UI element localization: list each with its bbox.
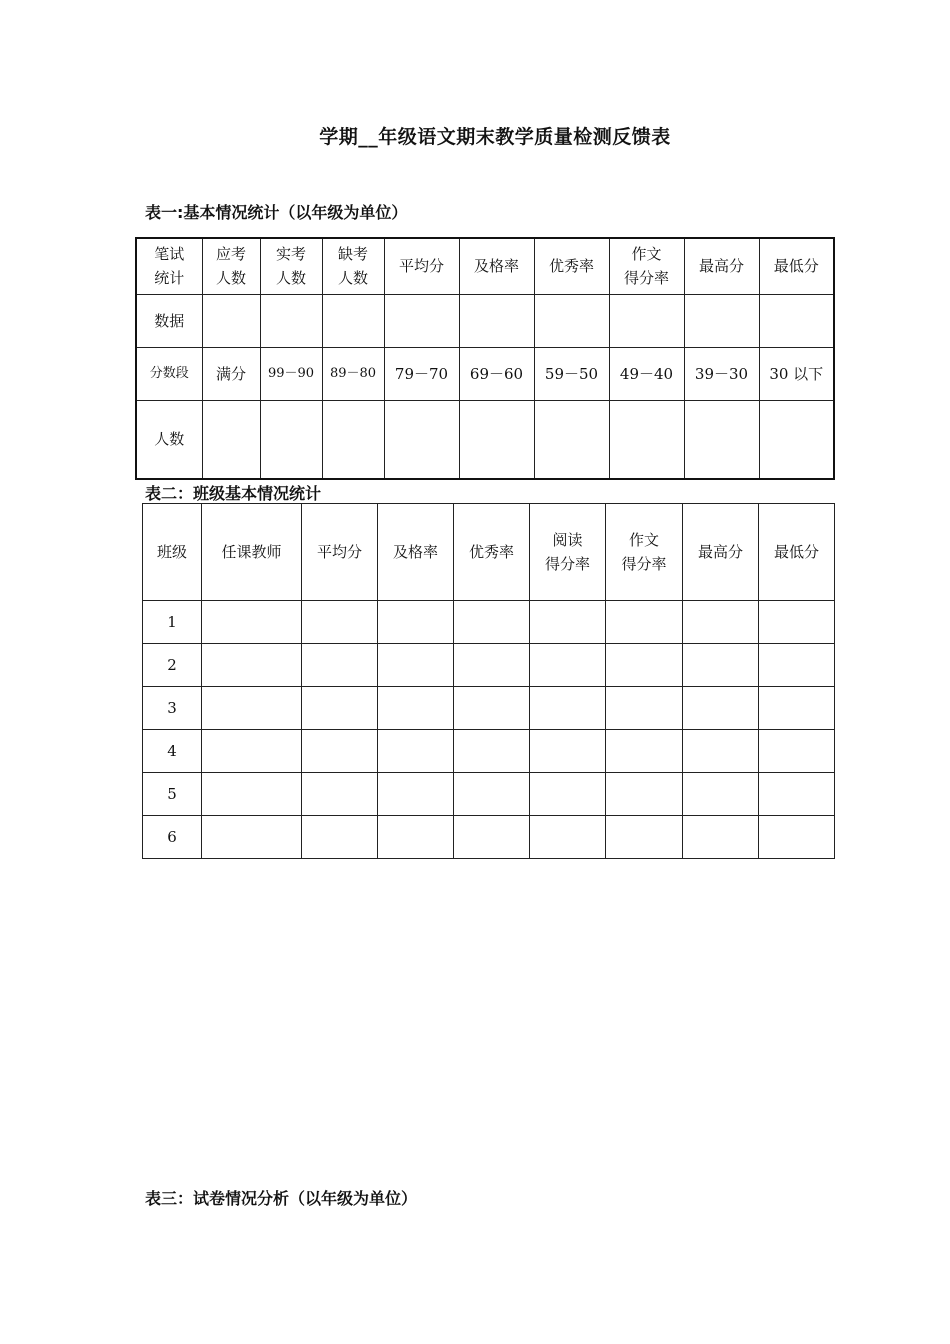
- header-teacher: 任课教师: [202, 504, 302, 601]
- class-data-cell[interactable]: [302, 730, 378, 773]
- class-data-cell[interactable]: [759, 644, 835, 687]
- data-cell[interactable]: [322, 294, 384, 347]
- table1-range-row: [136, 347, 834, 400]
- range-label: 分数段: [136, 347, 202, 400]
- class-data-cell[interactable]: [759, 816, 835, 859]
- table1-header-row: [136, 238, 834, 294]
- header-excellent-rate: 优秀率: [534, 238, 609, 294]
- range-cell: 99－90: [260, 347, 322, 400]
- class-data-cell[interactable]: [378, 601, 454, 644]
- page-title: 学期__年级语文期末教学质量检测反馈表: [319, 126, 671, 148]
- class-data-cell[interactable]: [454, 601, 530, 644]
- table1-count-row: [136, 400, 834, 479]
- count-cell[interactable]: [260, 400, 322, 479]
- data-cell[interactable]: [534, 294, 609, 347]
- class-number: 1: [143, 601, 202, 644]
- table3-heading: 表三：试卷情况分析（以年级为单位）: [145, 1189, 418, 1208]
- header-expected-count: 应考 人数: [202, 238, 260, 294]
- header-essay-rate: 作文 得分率: [609, 238, 684, 294]
- class-data-cell[interactable]: [530, 730, 606, 773]
- data-cell[interactable]: [759, 294, 834, 347]
- count-label: 人数: [136, 400, 202, 479]
- class-data-cell[interactable]: [683, 773, 759, 816]
- class-data-cell[interactable]: [530, 773, 606, 816]
- header-absent-count: 缺考 人数: [322, 238, 384, 294]
- class-stats-table: [142, 503, 835, 859]
- range-cell: 69－60: [459, 347, 534, 400]
- range-cell: 49－40: [609, 347, 684, 400]
- count-cell[interactable]: [202, 400, 260, 479]
- class-data-cell[interactable]: [202, 601, 302, 644]
- class-data-cell[interactable]: [302, 816, 378, 859]
- header-reading-rate: 阅读 得分率: [530, 504, 606, 601]
- class-data-cell[interactable]: [606, 601, 683, 644]
- class-data-cell[interactable]: [454, 687, 530, 730]
- class-data-cell[interactable]: [683, 601, 759, 644]
- class-data-cell[interactable]: [378, 644, 454, 687]
- data-cell[interactable]: [202, 294, 260, 347]
- header-max: 最高分: [683, 504, 759, 601]
- data-cell[interactable]: [459, 294, 534, 347]
- class-data-cell[interactable]: [759, 687, 835, 730]
- class-data-cell[interactable]: [759, 730, 835, 773]
- class-data-cell[interactable]: [530, 687, 606, 730]
- range-cell: 59－50: [534, 347, 609, 400]
- class-data-cell[interactable]: [378, 816, 454, 859]
- class-data-cell[interactable]: [606, 730, 683, 773]
- range-cell: 89－80: [322, 347, 384, 400]
- table-row: [143, 773, 835, 816]
- header-pass-rate: 及格率: [378, 504, 454, 601]
- header-min: 最低分: [759, 238, 834, 294]
- table-row: [143, 730, 835, 773]
- table1-heading: 表一:基本情况统计（以年级为单位）: [145, 203, 408, 222]
- range-cell: 39－30: [684, 347, 759, 400]
- class-data-cell[interactable]: [606, 773, 683, 816]
- count-cell[interactable]: [609, 400, 684, 479]
- table1-data-row: [136, 294, 834, 347]
- class-data-cell[interactable]: [202, 816, 302, 859]
- class-number: 2: [143, 644, 202, 687]
- class-number: 3: [143, 687, 202, 730]
- header-average: 平均分: [384, 238, 459, 294]
- header-actual-count: 实考 人数: [260, 238, 322, 294]
- class-data-cell[interactable]: [302, 601, 378, 644]
- class-data-cell[interactable]: [759, 773, 835, 816]
- class-data-cell[interactable]: [683, 687, 759, 730]
- class-data-cell[interactable]: [378, 730, 454, 773]
- header-class: 班级: [143, 504, 202, 601]
- table-row: [143, 644, 835, 687]
- class-data-cell[interactable]: [202, 687, 302, 730]
- class-data-cell[interactable]: [454, 816, 530, 859]
- header-essay-rate: 作文 得分率: [606, 504, 683, 601]
- class-number: 6: [143, 816, 202, 859]
- class-data-cell[interactable]: [683, 644, 759, 687]
- class-data-cell[interactable]: [530, 601, 606, 644]
- class-data-cell[interactable]: [759, 601, 835, 644]
- class-data-cell[interactable]: [378, 687, 454, 730]
- data-cell[interactable]: [260, 294, 322, 347]
- class-data-cell[interactable]: [454, 644, 530, 687]
- class-data-cell[interactable]: [302, 687, 378, 730]
- class-rows: [143, 601, 835, 859]
- header-excellent-rate: 优秀率: [454, 504, 530, 601]
- range-cell: 30 以下: [759, 347, 834, 400]
- class-data-cell[interactable]: [202, 730, 302, 773]
- class-data-cell[interactable]: [202, 644, 302, 687]
- count-cell[interactable]: [322, 400, 384, 479]
- class-data-cell[interactable]: [606, 816, 683, 859]
- count-cell[interactable]: [384, 400, 459, 479]
- count-cell[interactable]: [684, 400, 759, 479]
- data-cell[interactable]: [609, 294, 684, 347]
- count-cell[interactable]: [459, 400, 534, 479]
- data-cell[interactable]: [384, 294, 459, 347]
- class-data-cell[interactable]: [683, 816, 759, 859]
- basic-stats-table: [135, 237, 835, 480]
- data-cell[interactable]: [684, 294, 759, 347]
- table2-heading: 表二：班级基本情况统计: [145, 484, 322, 503]
- header-min: 最低分: [759, 504, 835, 601]
- class-number: 5: [143, 773, 202, 816]
- range-cell: 79－70: [384, 347, 459, 400]
- class-data-cell[interactable]: [378, 773, 454, 816]
- class-data-cell[interactable]: [530, 644, 606, 687]
- header-max: 最高分: [684, 238, 759, 294]
- class-data-cell[interactable]: [606, 687, 683, 730]
- class-data-cell[interactable]: [302, 644, 378, 687]
- class-data-cell[interactable]: [454, 730, 530, 773]
- class-data-cell[interactable]: [302, 773, 378, 816]
- class-data-cell[interactable]: [454, 773, 530, 816]
- table2-header-row: [143, 504, 835, 601]
- table-row: [143, 601, 835, 644]
- class-data-cell[interactable]: [606, 644, 683, 687]
- count-cell[interactable]: [534, 400, 609, 479]
- class-data-cell[interactable]: [202, 773, 302, 816]
- range-cell: 满分: [202, 347, 260, 400]
- table-row: [143, 687, 835, 730]
- header-pass-rate: 及格率: [459, 238, 534, 294]
- count-cell[interactable]: [759, 400, 834, 479]
- class-number: 4: [143, 730, 202, 773]
- header-average: 平均分: [302, 504, 378, 601]
- data-label: 数据: [136, 294, 202, 347]
- class-data-cell[interactable]: [683, 730, 759, 773]
- table-row: [143, 816, 835, 859]
- class-data-cell[interactable]: [530, 816, 606, 859]
- header-written-stats: 笔试 统计: [136, 238, 202, 294]
